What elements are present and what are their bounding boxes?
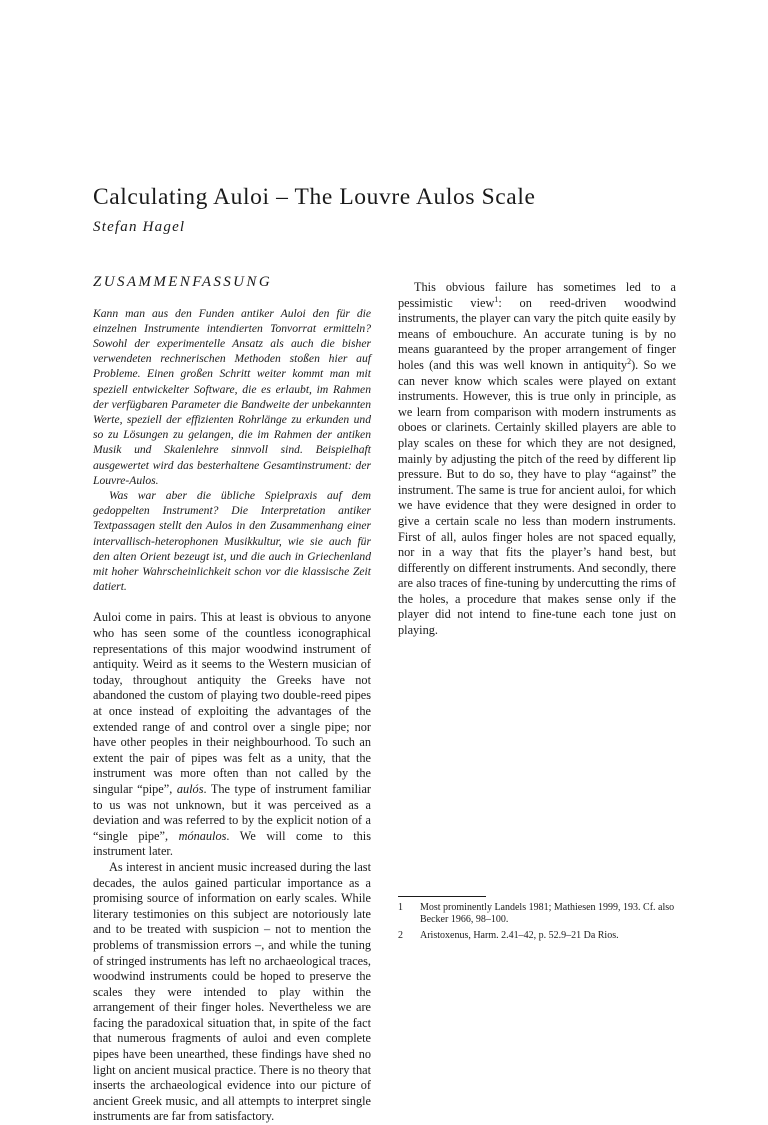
footnote-ref-2[interactable]: 2 <box>627 356 632 366</box>
body-text-left <box>93 610 371 1125</box>
abstract <box>93 306 371 595</box>
term-monaulos: mónaulos <box>178 828 227 843</box>
footnote-ref-1[interactable]: 1 <box>494 294 499 304</box>
left-column <box>93 275 371 1125</box>
footnote-number: 1 <box>398 902 403 913</box>
body-text-right <box>398 280 676 639</box>
footnote <box>398 930 678 942</box>
right-column <box>398 280 676 639</box>
footnotes <box>398 896 678 945</box>
abstract-paragraph: Was war aber die übliche Spielpraxis auf dem gedoppelten Instrument? Die Interpretation antiker Textpassagen stellt den Aulos in den Zusammenhang einer intervallisch-heterophonen Musikkultur, wie sie auch für den alten Orient bezeugt ist, und die auch in Griechenland mit hoher Wahrscheinlichkeit schon vor die klassische Zeit datiert. <box>93 489 371 594</box>
body-paragraph: As interest in ancient music increased during the last decades, the aulos gained particular importance as a promising source of information on early scales. While literary testimonies on this subject are notoriously late and to be treated with suspicion – not to mention the problems of transmission errors –, and while the tuning of stringed instruments has left no archaeological traces, woodwind instruments could be hoped to preserve the scales they were intended to play within the arrangement of their finger holes. Nevertheless we are facing the paradoxical situation that, in spite of the fact that numerous fragments of auloi and even complete pipes have been unearthed, these findings have shed no light on ancient musical practice. There is no theory that inserts the archaeological evidence into our picture of ancient Greek music, and all attempts to interpret single instruments are far from satisfactory. <box>93 859 371 1124</box>
footnote-text: Most prominently Landels 1981; Mathiesen 1999, 193. Cf. also Becker 1966, 98–100. <box>420 902 675 926</box>
abstract-paragraph: Kann man aus den Funden antiker Auloi den für die einzelnen Instrumente intendierten Tonvorrat ermitteln? Sowohl der experimentelle Ansatz als auch die bisher verwendeten rechnerischen Methoden stoßen hier auf Probleme. Einen großen Schritt weiter kommt man mit speziell entwickelter Software, die es erlaubt, im Rahmen der verfügbaren Parameter die Bandweite der unbekannten Werte, speziell der effizienten Rohrlänge zu erkunden und so zu Lösungen zu gelangen, die im Rahmen der antiken Musik und Skalenlehre sinnvoll sind. Beispielhaft ausgewertet wird das besterhaltene Gesamtinstrument: der Louvre-Aulos. <box>93 306 371 487</box>
footnote <box>398 902 678 927</box>
body-paragraph: This obvious failure has sometimes led to a pessimistic view$^1$: on reed-driven woodwind instruments, the player can vary the pitch quite easily by means of embouchure. An accurate tuning is by no means guaranteed by the proper arrangement of finger holes (and this was well known in antiquity$^2$). So we can never know which scales were played on extant instruments. However, this is true only in principle, as we learn from comparison with modern instruments as oboes or clarinets. Certainly skilled players are able to play scales on these for which they are not designed, mainly by adjusting the pitch of the reed by different lip pressure. But to do so, they have to play “against” the instrument. The same is true for ancient auloi, for which we have evidence that they were designed in order to give a certain scale no less than modern instruments. First of all, aulos finger holes are not spaced equally, nor in a way that fits the player’s hand best, but differently on different instruments. And secondly, there are also traces of fine-tuning by undercutting the rims of the holes, a procedure that makes sense only if the player did not intend to fine-tune each tone just on playing. <box>398 280 676 638</box>
term-aulos: aulós <box>176 781 204 796</box>
footnote-text: Aristoxenus, Harm. 2.41–42, p. 52.9–21 Da Rios. <box>420 929 619 941</box>
body-paragraph: Auloi come in pairs. This at least is obvious to anyone who has seen some of the countless iconographical representations of this major woodwind instrument of antiquity. Weird as it seems to the Western musician of today, throughout antiquity the Greeks have not abandoned the custom of playing two double-reed pipes at once instead of exploiting the advantages of the extended range of and control over a single pipe; nor have other peoples in their neighbourhood. To such an extent the pair of pipes was felt as a unity, that the instrument was more often than not called by the singular “pipe”, aulós. The type of instrument familiar to us was not unknown, but it was perceived as a deviation and was referred to by the explicit notion of a “single pipe”, mónaulos. We will come to this instrument later. <box>93 610 372 859</box>
author-name: Stefan Hagel <box>93 219 186 235</box>
footnote-number: 2 <box>398 929 403 941</box>
abstract-heading: ZUSAMMENFASSUNG <box>93 274 273 290</box>
article-title: Calculating Auloi – The Louvre Aulos Scale <box>93 184 536 210</box>
footnote-rule <box>398 896 486 897</box>
